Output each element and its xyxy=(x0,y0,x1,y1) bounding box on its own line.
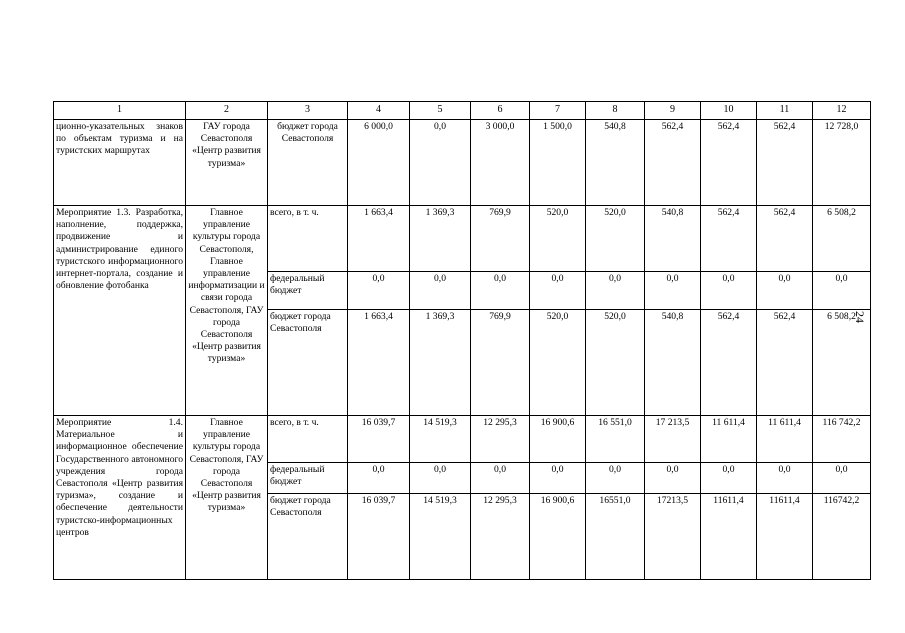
value-cell: 11611,4 xyxy=(757,494,813,580)
value-cell: 562,4 xyxy=(701,120,757,206)
column-header: 1 xyxy=(54,102,186,120)
value-cell: 11 611,4 xyxy=(701,416,757,463)
value-cell: 0,0 xyxy=(813,272,871,310)
value-cell: 12 295,3 xyxy=(471,494,530,580)
value-cell: 0,0 xyxy=(645,272,701,310)
value-cell: 0,0 xyxy=(410,120,471,206)
value-cell: 0,0 xyxy=(410,463,471,494)
value-cell: 1 663,4 xyxy=(348,206,410,272)
value-cell: 1 663,4 xyxy=(348,310,410,416)
header-row xyxy=(54,102,871,120)
table-row xyxy=(54,416,871,463)
value-cell: 12 728,0 xyxy=(813,120,871,206)
value-cell: 1 500,0 xyxy=(530,120,586,206)
column-header: 4 xyxy=(348,102,410,120)
value-cell: 562,4 xyxy=(701,310,757,416)
measure-name-cell: Мероприятие 1.4. Материальное и информационное обеспечение Государственного автономного учреждения города Севастополя «Центр развития туризма», создание и обеспечение деятельности туристско-информационных центров xyxy=(54,416,186,580)
funding-source-cell: федеральный бюджет xyxy=(268,272,348,310)
value-cell: 0,0 xyxy=(757,463,813,494)
value-cell: 12 295,3 xyxy=(471,416,530,463)
value-cell: 562,4 xyxy=(757,310,813,416)
value-cell: 116742,2 xyxy=(813,494,871,580)
value-cell: 0,0 xyxy=(471,272,530,310)
funding-source-cell: федеральный бюджет xyxy=(268,463,348,494)
value-cell: 6 508,2 xyxy=(813,310,871,416)
value-cell: 540,8 xyxy=(645,310,701,416)
column-header: 12 xyxy=(813,102,871,120)
value-cell: 1 369,3 xyxy=(410,206,471,272)
value-cell: 16 900,6 xyxy=(530,416,586,463)
value-cell: 520,0 xyxy=(530,310,586,416)
value-cell: 769,9 xyxy=(471,310,530,416)
value-cell: 0,0 xyxy=(586,463,645,494)
value-cell: 0,0 xyxy=(530,272,586,310)
value-cell: 0,0 xyxy=(410,272,471,310)
column-header: 10 xyxy=(701,102,757,120)
value-cell: 0,0 xyxy=(701,272,757,310)
value-cell: 6 000,0 xyxy=(348,120,410,206)
value-cell: 562,4 xyxy=(645,120,701,206)
value-cell: 769,9 xyxy=(471,206,530,272)
column-header: 5 xyxy=(410,102,471,120)
value-cell: 520,0 xyxy=(586,206,645,272)
funding-source-cell: бюджет города Севастополя xyxy=(268,494,348,580)
funding-source-cell: бюджет города Севастополя xyxy=(268,310,348,416)
column-header: 2 xyxy=(186,102,268,120)
executor-cell: ГАУ города Севастополя «Центр развития туризма» xyxy=(186,120,268,206)
value-cell: 0,0 xyxy=(471,463,530,494)
value-cell: 11611,4 xyxy=(701,494,757,580)
value-cell: 116 742,2 xyxy=(813,416,871,463)
measure-name-cell: ционно-указательных знаков по объектам туризма и на туристских маршрутах xyxy=(54,120,186,206)
column-header: 9 xyxy=(645,102,701,120)
funding-source-cell: всего, в т. ч. xyxy=(268,416,348,463)
column-header: 6 xyxy=(471,102,530,120)
value-cell: 0,0 xyxy=(757,272,813,310)
value-cell: 520,0 xyxy=(530,206,586,272)
value-cell: 17 213,5 xyxy=(645,416,701,463)
budget-table xyxy=(53,101,871,580)
value-cell: 16 039,7 xyxy=(348,416,410,463)
value-cell: 562,4 xyxy=(757,206,813,272)
value-cell: 562,4 xyxy=(701,206,757,272)
value-cell: 520,0 xyxy=(586,310,645,416)
value-cell: 0,0 xyxy=(348,272,410,310)
value-cell: 14 519,3 xyxy=(410,416,471,463)
value-cell: 0,0 xyxy=(701,463,757,494)
funding-source-cell: бюджет города Севастополя xyxy=(268,120,348,206)
column-header: 8 xyxy=(586,102,645,120)
table-row xyxy=(54,206,871,272)
value-cell: 0,0 xyxy=(530,463,586,494)
funding-source-cell: всего, в т. ч. xyxy=(268,206,348,272)
value-cell: 0,0 xyxy=(645,463,701,494)
value-cell: 16 900,6 xyxy=(530,494,586,580)
value-cell: 562,4 xyxy=(757,120,813,206)
column-header: 7 xyxy=(530,102,586,120)
value-cell: 0,0 xyxy=(348,463,410,494)
value-cell: 17213,5 xyxy=(645,494,701,580)
measure-name-cell: Мероприятие 1.3. Разработка, наполнение, поддержка, продвижение и администрирование единого туристского информационного интернет-портала, создание и обновление фотобанка xyxy=(54,206,186,416)
value-cell: 3 000,0 xyxy=(471,120,530,206)
value-cell: 16 551,0 xyxy=(586,416,645,463)
executor-cell: Главное управление культуры города Севастополя, Главное управление информатизации и связи города Севастополя, ГАУ города Севастополя «Центр развития туризма» xyxy=(186,206,268,416)
column-header: 11 xyxy=(757,102,813,120)
value-cell: 16551,0 xyxy=(586,494,645,580)
value-cell: 540,8 xyxy=(645,206,701,272)
value-cell: 1 369,3 xyxy=(410,310,471,416)
page-number: 24 xyxy=(853,311,867,323)
value-cell: 16 039,7 xyxy=(348,494,410,580)
value-cell: 540,8 xyxy=(586,120,645,206)
value-cell: 0,0 xyxy=(813,463,871,494)
value-cell: 11 611,4 xyxy=(757,416,813,463)
value-cell: 6 508,2 xyxy=(813,206,871,272)
table-row xyxy=(54,120,871,206)
value-cell: 14 519,3 xyxy=(410,494,471,580)
value-cell: 0,0 xyxy=(586,272,645,310)
column-header: 3 xyxy=(268,102,348,120)
executor-cell: Главное управление культуры города Севастополя, ГАУ города Севастополя «Центр развития туризма» xyxy=(186,416,268,580)
